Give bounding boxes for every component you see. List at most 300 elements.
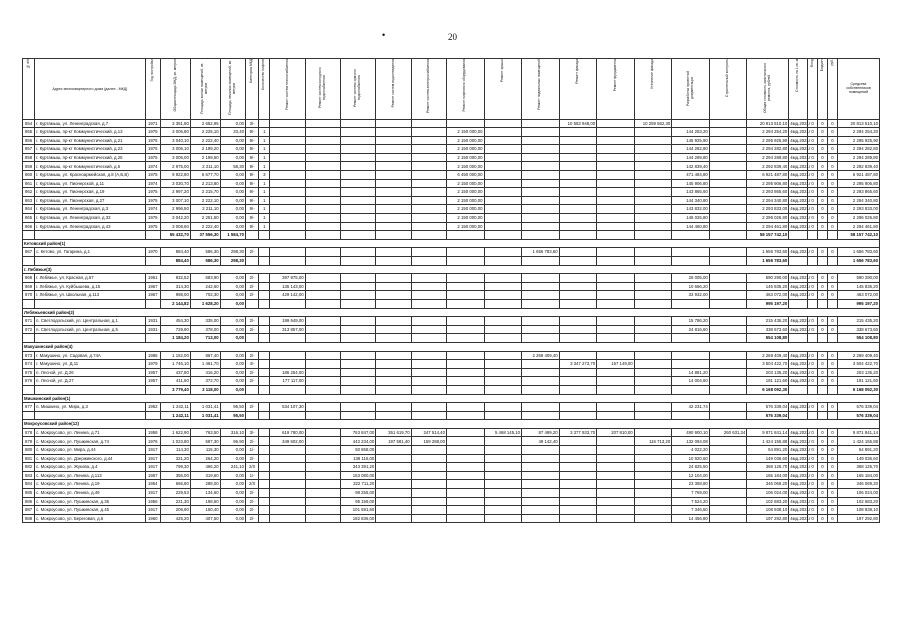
cell-d: 3/-: [246, 119, 259, 128]
cell-own: 368 126,70: [837, 463, 879, 472]
cell-c: 0,00: [220, 153, 245, 162]
cell-per: 4мд.2021г: [789, 377, 808, 386]
cell-ins: [634, 403, 672, 412]
cell-e: 1: [259, 205, 270, 214]
cell-roof: [484, 480, 522, 489]
cell-year: 1962: [145, 403, 160, 412]
cell-b: 2 222,40: [190, 136, 220, 145]
cell-a: 454,30: [161, 317, 191, 326]
cell-des: 144 289,80: [672, 153, 710, 162]
cell-c: 96,90: [220, 437, 245, 446]
cell-a: 884,40: [161, 248, 191, 257]
table-row: [23, 497, 880, 506]
cell-bas: [522, 162, 560, 171]
cell-h: 0: [827, 437, 837, 446]
cell-n: 872: [23, 325, 35, 334]
cell-fac: [559, 136, 597, 145]
cell-ins: [634, 188, 672, 197]
cell-sew: [376, 351, 411, 360]
cell-per: 4мд.2021г: [789, 325, 808, 334]
cell-ctl: [709, 360, 747, 369]
cell-per: 4мд.2021г: [789, 506, 808, 515]
cell-c: 95,50: [220, 403, 245, 412]
cell-h: [827, 334, 837, 343]
cell-addr: с. Мокроусово, ул. Пушкинская, д.74: [35, 437, 145, 446]
cell-bas: [522, 368, 560, 377]
cell-e: [259, 291, 270, 300]
cell-bas: [522, 317, 560, 326]
table-row: [23, 205, 880, 214]
cell-hot: [340, 119, 375, 128]
cell-sew: [376, 471, 411, 480]
col-insulation-header: Утепление фасада: [634, 59, 672, 120]
cell-e: [259, 248, 270, 257]
cell-pow: [411, 171, 446, 180]
col-category-header: Категория МКД: [246, 59, 259, 120]
cell-g: 0: [818, 497, 828, 506]
cell-n: 862: [23, 188, 35, 197]
cell-heat: [270, 214, 305, 223]
cell-cold: [305, 334, 340, 343]
cell-ctl: [709, 257, 747, 266]
col-nonliving-area-header: Площадь нежилых помещений, кв. метров: [220, 59, 245, 120]
cell-n: [23, 385, 35, 394]
cell-cold: [305, 446, 340, 455]
cell-des: [672, 257, 710, 266]
cell-lift: 2 150 000,00: [446, 214, 484, 223]
page-number: 20: [448, 32, 457, 42]
cell-e: [259, 428, 270, 437]
cell-lift: 2 150 000,00: [446, 153, 484, 162]
cell-cold: [305, 497, 340, 506]
cell-fac: [559, 403, 597, 412]
cell-fac: [559, 231, 597, 240]
cell-roof: [484, 514, 522, 523]
cell-b: 288,00: [190, 480, 220, 489]
cell-addr: с. Мокроусово, ул. Ленина, д.71: [35, 428, 145, 437]
cell-lift: [446, 489, 484, 498]
cell-ins: [634, 411, 672, 420]
cell-d: 2/-: [246, 489, 259, 498]
cell-per: 4мд.2021г: [789, 514, 808, 523]
cell-sew: [376, 145, 411, 154]
cell-lift: 2 150 000,00: [446, 145, 484, 154]
cell-a: 884,40: [161, 257, 191, 266]
cell-a: 1 242,11: [161, 403, 191, 412]
cell-sew: [376, 231, 411, 240]
cell-d: 2/-: [246, 274, 259, 283]
cell-own: 2 294 254,20: [837, 128, 879, 137]
cell-g: 0: [818, 325, 828, 334]
cell-b: 198,60: [190, 497, 220, 506]
cell-pow: [411, 248, 446, 257]
cell-bas: [522, 446, 560, 455]
cell-g: 0: [818, 119, 828, 128]
cell-addr: г. Макушино, ул. Садовая, д.74А: [35, 351, 145, 360]
cell-addr: п. Мишкино, ул. Мира, д.3: [35, 403, 145, 412]
cell-tot: 2 295 906,80: [747, 179, 789, 188]
cell-year: 1917: [145, 454, 160, 463]
cell-own: 6 921 487,80: [837, 171, 879, 180]
col-heat-header: Ремонт систем теплоснабжения: [270, 59, 305, 120]
cell-n: 883: [23, 471, 35, 480]
cell-sew: [376, 317, 411, 326]
cell-des: 24 816,60: [672, 325, 710, 334]
cell-bas: [522, 136, 560, 145]
cell-b: 3 118,00: [190, 385, 220, 394]
cell-own: 54 891,20: [837, 446, 879, 455]
cell-d: 9/-: [246, 136, 259, 145]
cell-f: 0: [808, 489, 818, 498]
cell-b: 713,00: [190, 334, 220, 343]
cell-bas: [522, 274, 560, 283]
cell-tot: 368 126,70: [747, 463, 789, 472]
cell-pow: [411, 334, 446, 343]
cell-tot: 995 197,20: [747, 299, 789, 308]
cell-tot: 165 184,00: [747, 471, 789, 480]
cell-e: [259, 299, 270, 308]
cell-a: 799,30: [161, 463, 191, 472]
cell-a: 3 779,40: [161, 385, 191, 394]
cell-fnd: [597, 403, 635, 412]
cell-des: [672, 248, 710, 257]
cell-year: 1975: [145, 153, 160, 162]
cell-addr: г. Куртамыш, ул. Пионерская, д.27: [35, 196, 145, 205]
cell-e: [259, 437, 270, 446]
table-row: [23, 471, 880, 480]
cell-cold: [305, 128, 340, 137]
cell-b: 586,30: [190, 257, 220, 266]
cell-h: [827, 411, 837, 420]
cell-roof: [484, 222, 522, 231]
cell-h: 0: [827, 171, 837, 180]
cell-a: 2 975,00: [161, 162, 191, 171]
table-row: [23, 274, 880, 283]
cell-n: [23, 257, 35, 266]
cell-bas: [522, 463, 560, 472]
cell-c: 0,00: [220, 351, 245, 360]
cell-hot: [340, 231, 375, 240]
cell-e: [259, 514, 270, 523]
cell-c: 1 584,70: [220, 231, 245, 240]
table-row: [23, 145, 880, 154]
cell-f: 0: [808, 291, 818, 300]
cell-fnd: [597, 205, 635, 214]
cell-h: [827, 231, 837, 240]
cell-pow: [411, 128, 446, 137]
cell-pow: [411, 299, 446, 308]
cell-e: 1: [259, 222, 270, 231]
cell-g: [818, 411, 828, 420]
col-no-header: № п/п: [23, 59, 35, 120]
cell-roof: [484, 299, 522, 308]
cell-own: 197 292,80: [837, 514, 879, 523]
cell-pow: [411, 497, 446, 506]
cell-d: 2/-: [246, 291, 259, 300]
cell-des: [672, 351, 710, 360]
cell-c: 0,00: [220, 282, 245, 291]
cell-c: 0,00: [220, 471, 245, 480]
cell-pow: [411, 360, 446, 369]
cell-year: 1931: [145, 325, 160, 334]
cell-roof: [484, 454, 522, 463]
cell-year: [145, 385, 160, 394]
cell-hot: 442 234,00: [340, 437, 375, 446]
cell-d: [246, 231, 259, 240]
cell-year: 1960: [145, 514, 160, 523]
cell-b: 2 213,80: [190, 179, 220, 188]
cell-g: 0: [818, 128, 828, 137]
cell-des: 10 666,20: [672, 282, 710, 291]
cell-lift: [446, 411, 484, 420]
cell-ctl: [709, 377, 747, 386]
cell-lift: 2 150 000,00: [446, 196, 484, 205]
cell-year: 1976: [145, 437, 160, 446]
cell-cold: [305, 222, 340, 231]
cell-h: [827, 257, 837, 266]
cell-n: 858: [23, 153, 35, 162]
cell-fnd: 207 810,00: [597, 428, 635, 437]
cell-per: [789, 411, 808, 420]
cell-lift: [446, 437, 484, 446]
cell-d: 2/-: [246, 437, 259, 446]
cell-fnd: [597, 119, 635, 128]
table-row: [23, 360, 880, 369]
cell-roof: [484, 179, 522, 188]
table-row: [23, 437, 880, 446]
cell-ctl: [709, 179, 747, 188]
cell-des: 15 786,20: [672, 317, 710, 326]
cell-fac: [559, 463, 597, 472]
cell-fac: [559, 351, 597, 360]
cell-g: [818, 334, 828, 343]
cell-ins: [634, 325, 672, 334]
table-row: [23, 454, 880, 463]
cell-g: [818, 385, 828, 394]
cell-b: 1 031,41: [190, 411, 220, 420]
cell-pow: [411, 274, 446, 283]
cell-lift: [446, 325, 484, 334]
cell-des: 132 094,08: [672, 437, 710, 446]
cell-d: 9/-: [246, 205, 259, 214]
cell-c: 0,00: [220, 446, 245, 455]
cell-own: 149 036,60: [837, 454, 879, 463]
cell-heat: 429 142,00: [270, 291, 305, 300]
cell-g: 0: [818, 506, 828, 515]
cell-f: 0: [808, 282, 818, 291]
cell-des: 490 900,10: [672, 428, 710, 437]
cell-g: 0: [818, 274, 828, 283]
cell-des: 144 460,80: [672, 222, 710, 231]
cell-f: 0: [808, 514, 818, 523]
cell-sew: [376, 454, 411, 463]
cell-fac: [559, 171, 597, 180]
cell-heat: 397 975,00: [270, 274, 305, 283]
cell-per: 4мд.2021г: [789, 119, 808, 128]
cell-year: 1975: [145, 222, 160, 231]
col-cold-header: Ремонт систем холодного водоснабжения: [305, 59, 340, 120]
cell-b: 586,30: [190, 248, 220, 257]
cell-c: 0,00: [220, 514, 245, 523]
cell-c: 0,00: [220, 171, 245, 180]
cell-e: 1: [259, 188, 270, 197]
cell-own: 576 339,04: [837, 403, 879, 412]
cell-e: [259, 368, 270, 377]
cell-own: 191 121,60: [837, 377, 879, 386]
cell-sew: [376, 188, 411, 197]
cell-tot: 2 296 026,80: [747, 214, 789, 223]
cell-per: 4мд.2021г: [789, 480, 808, 489]
cell-b: 587,30: [190, 437, 220, 446]
cell-h: 0: [827, 377, 837, 386]
cell-g: 0: [818, 428, 828, 437]
district-name: Кетовский район(1): [23, 239, 880, 248]
cell-own: 2 294 340,80: [837, 196, 879, 205]
cell-addr: [35, 334, 145, 343]
cell-own: 2 294 461,80: [837, 222, 879, 231]
cell-fnd: [597, 454, 635, 463]
cell-hot: [340, 351, 375, 360]
cell-ctl: [709, 489, 747, 498]
cell-heat: 177 117,00: [270, 377, 305, 386]
cell-sew: [376, 489, 411, 498]
cell-per: 4мд.2021г: [789, 446, 808, 455]
cell-h: 0: [827, 514, 837, 523]
cell-g: 0: [818, 162, 828, 171]
cell-a: 114,30: [161, 446, 191, 455]
cell-roof: [484, 136, 522, 145]
cell-lift: 2 150 000,00: [446, 205, 484, 214]
cell-hot: 50 868,00: [340, 446, 375, 455]
subtotal-row: [23, 299, 880, 308]
cell-des: [672, 334, 710, 343]
cell-ins: [634, 480, 672, 489]
cell-pow: [411, 403, 446, 412]
cell-e: [259, 351, 270, 360]
cell-ins: [634, 248, 672, 257]
cell-c: 298,30: [220, 257, 245, 266]
cell-heat: [270, 514, 305, 523]
table-row: [23, 282, 880, 291]
cell-e: 1: [259, 162, 270, 171]
cell-n: [23, 334, 35, 343]
cell-cold: [305, 351, 340, 360]
cell-d: 2/-: [246, 454, 259, 463]
cell-d: 4/-: [246, 360, 259, 369]
col-budget-header: Бюджет: [818, 59, 828, 120]
cell-n: 888: [23, 514, 35, 523]
cell-tot: 20 813 510,10: [747, 119, 789, 128]
cell-des: 471 484,80: [672, 171, 710, 180]
cell-cold: [305, 360, 340, 369]
cell-sew: [376, 205, 411, 214]
cell-h: 0: [827, 489, 837, 498]
table-body: [23, 119, 880, 523]
cell-h: 0: [827, 282, 837, 291]
cell-hot: [340, 334, 375, 343]
table-row: [23, 153, 880, 162]
cell-fac: [559, 257, 597, 266]
cell-f: 0: [808, 145, 818, 154]
cell-n: 860: [23, 171, 35, 180]
cell-hot: [340, 128, 375, 137]
cell-pow: [411, 145, 446, 154]
cell-roof: [484, 385, 522, 394]
cell-sew: [376, 514, 411, 523]
cell-f: 0: [808, 377, 818, 386]
cell-own: 165 184,00: [837, 471, 879, 480]
cell-c: 0,00: [220, 119, 245, 128]
cell-d: [246, 299, 259, 308]
cell-hot: [340, 188, 375, 197]
cell-heat: [270, 446, 305, 455]
table-row: [23, 377, 880, 386]
cell-own: 215 435,20: [837, 317, 879, 326]
cell-bas: [522, 489, 560, 498]
cell-own: 20 813 510,10: [837, 119, 879, 128]
cell-sew: [376, 291, 411, 300]
cell-cold: [305, 205, 340, 214]
cell-per: 4мд.2021г: [789, 179, 808, 188]
col-facade-header: Ремонт фасада: [559, 59, 597, 120]
cell-ctl: 260 631,34: [709, 428, 747, 437]
cell-own: 590 290,00: [837, 274, 879, 283]
cell-tot: 108 938,10: [747, 506, 789, 515]
cell-own: 2 294 289,80: [837, 153, 879, 162]
cell-d: 2/-: [246, 514, 259, 523]
table-row: [23, 317, 880, 326]
cell-addr: [35, 385, 145, 394]
cell-g: 0: [818, 317, 828, 326]
cell-sew: 197 581,40: [376, 437, 411, 446]
cell-fac: [559, 489, 597, 498]
cell-bas: [522, 257, 560, 266]
cell-roof: [484, 317, 522, 326]
cell-fac: [559, 317, 597, 326]
cell-e: [259, 480, 270, 489]
cell-g: 0: [818, 136, 828, 145]
cell-heat: 619 780,00: [270, 428, 305, 437]
cell-year: 1974: [145, 162, 160, 171]
cell-fac: [559, 248, 597, 257]
cell-sew: [376, 360, 411, 369]
cell-per: 4мд.2021г: [789, 205, 808, 214]
cell-b: 2 251,50: [190, 214, 220, 223]
cell-ins: [634, 153, 672, 162]
cell-heat: [270, 489, 305, 498]
cell-addr: [35, 411, 145, 420]
cell-g: [818, 231, 828, 240]
cell-h: 0: [827, 222, 837, 231]
cell-tot: 3 504 422,70: [747, 360, 789, 369]
cell-tot: 463 072,00: [747, 291, 789, 300]
cell-ins: [634, 205, 672, 214]
cell-des: 7 346,50: [672, 506, 710, 515]
cell-fac: [559, 377, 597, 386]
cell-tot: 338 673,60: [747, 325, 789, 334]
cell-bas: [522, 480, 560, 489]
cell-own: 1 656 783,60: [837, 248, 879, 257]
cell-des: 23 358,80: [672, 480, 710, 489]
cell-g: 0: [818, 291, 828, 300]
cell-b: 378,00: [190, 325, 220, 334]
cell-tot: 554 108,80: [747, 334, 789, 343]
table-row: [23, 171, 880, 180]
cell-hot: 153 080,00: [340, 471, 375, 480]
cell-heat: 534 107,30: [270, 403, 305, 412]
cell-bas: [522, 119, 560, 128]
cell-pow: [411, 196, 446, 205]
